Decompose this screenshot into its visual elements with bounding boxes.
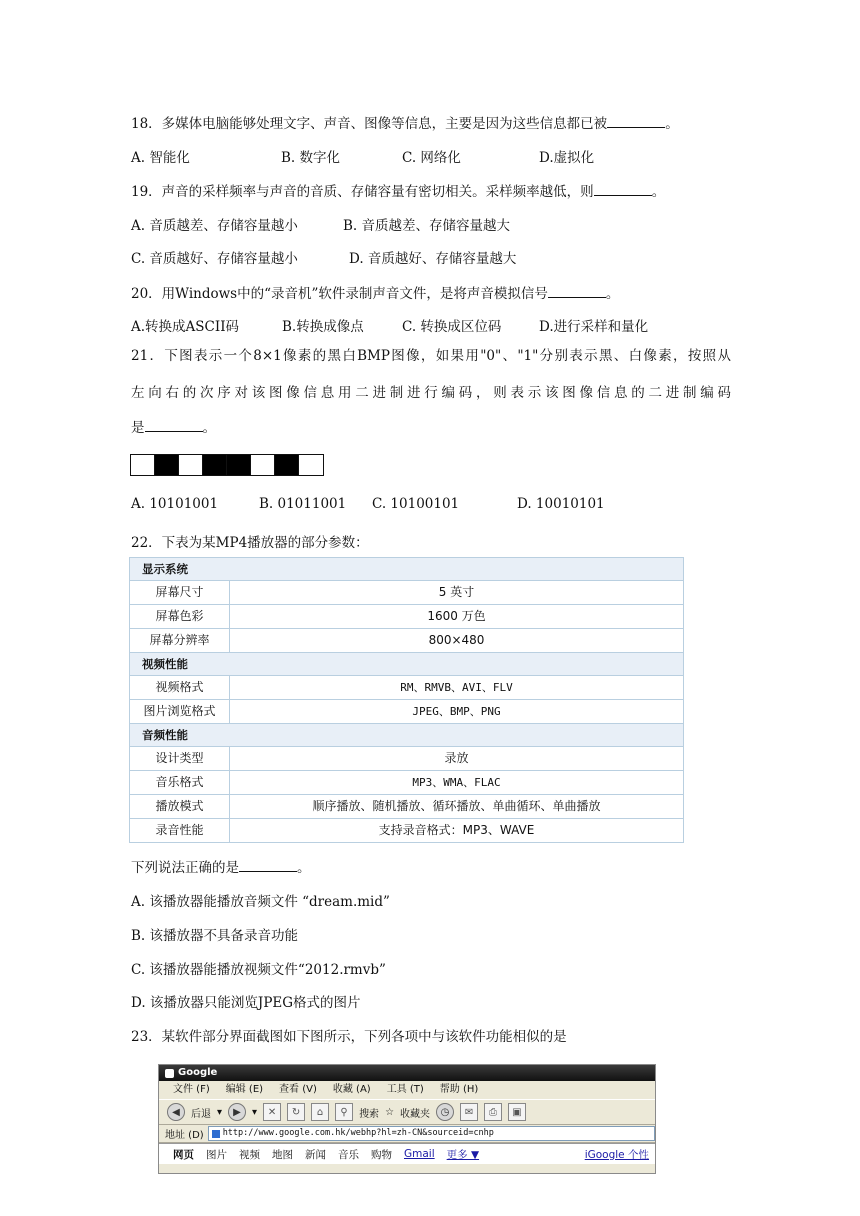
q21-line2: 左向右的次序对该图像信息用二进制进行编码，则表示该图像信息的二进制编码	[131, 385, 731, 401]
spec-key: 录音性能	[130, 819, 230, 842]
nav-link-shopping[interactable]: 购物	[371, 1148, 392, 1161]
spec-row	[130, 819, 683, 842]
spec-row	[130, 629, 683, 653]
spec-value: 1600 万色	[427, 609, 486, 623]
spec-row	[130, 747, 683, 771]
forward-arrow-icon[interactable]: ▶	[228, 1103, 246, 1121]
nav-link-news[interactable]: 新闻	[305, 1148, 326, 1161]
chevron-down-icon[interactable]: ▾	[217, 1106, 223, 1118]
q20-option-d: D.进行采样和量化	[539, 319, 649, 335]
nav-link-maps[interactable]: 地图	[272, 1148, 293, 1161]
q22-stem: 22．下表为某MP4播放器的部分参数：	[131, 535, 369, 551]
spec-value: 录放	[444, 751, 469, 765]
bmp-pixel	[203, 455, 227, 475]
bmp-pixel	[275, 455, 299, 475]
address-input[interactable]	[208, 1126, 655, 1141]
nav-link-more[interactable]: 更多 ▼	[446, 1148, 480, 1161]
q18-option-b: B. 数字化	[281, 150, 341, 166]
chevron-down-icon[interactable]: ▾	[252, 1106, 258, 1118]
browser-menubar	[159, 1081, 655, 1099]
q19-option-a: A. 音质越差、存储容量越小	[131, 218, 298, 234]
refresh-icon[interactable]: ↻	[287, 1103, 305, 1121]
browser-addressbar	[159, 1125, 655, 1143]
answer-blank	[594, 181, 652, 196]
spec-value: JPEG、BMP、PNG	[412, 705, 501, 718]
spec-section-video: 视频性能	[130, 653, 683, 676]
q21-option-a: A. 10101001	[131, 496, 219, 512]
history-icon[interactable]: ◷	[436, 1103, 454, 1121]
spec-key: 屏幕分辨率	[130, 629, 230, 652]
edit-icon[interactable]: ▣	[508, 1103, 526, 1121]
menu-tools[interactable]: 工具 (T)	[386, 1084, 424, 1095]
spec-row	[130, 771, 683, 795]
answer-blank	[239, 857, 297, 872]
q19-stem: 19．声音的采样频率与声音的音质、存储容量有密切相关。采样频率越低，则 。	[131, 180, 665, 200]
nav-link-music[interactable]: 音乐	[338, 1148, 359, 1161]
spec-key: 屏幕色彩	[130, 605, 230, 628]
browser-title: Google	[178, 1067, 218, 1078]
q20-option-a: A.转换成ASCII码	[131, 319, 240, 335]
spec-value: MP3、WMA、FLAC	[412, 776, 501, 789]
bmp-pixel	[227, 455, 251, 475]
spec-row	[130, 676, 683, 700]
bmp-pixel	[155, 455, 179, 475]
q23-stem: 23．某软件部分界面截图如下图所示，下列各项中与该软件功能相似的是	[131, 1029, 567, 1045]
answer-blank	[607, 113, 665, 128]
q20-option-b: B.转换成像点	[282, 319, 364, 335]
mail-icon[interactable]: ✉	[460, 1103, 478, 1121]
spec-key: 图片浏览格式	[130, 700, 230, 723]
q21-line3: 是 。	[131, 416, 216, 436]
browser-toolbar	[159, 1099, 655, 1125]
nav-link-video[interactable]: 视频	[239, 1148, 260, 1161]
q22-option-a: A. 该播放器能播放音频文件 “dream.mid”	[131, 894, 390, 910]
print-icon[interactable]: ⎙	[484, 1103, 502, 1121]
q20-stem: 20．用Windows中的“录音机”软件录制声音文件，是将声音模拟信号 。	[131, 282, 619, 302]
bmp-pixel	[251, 455, 275, 475]
google-icon	[165, 1069, 174, 1078]
menu-help[interactable]: 帮助 (H)	[439, 1084, 479, 1095]
spec-key: 屏幕尺寸	[130, 581, 230, 604]
q22-option-d: D. 该播放器只能浏览JPEG格式的图片	[131, 995, 361, 1011]
menu-favorites[interactable]: 收藏 (A)	[332, 1084, 371, 1095]
menu-view[interactable]: 查看 (V)	[279, 1084, 317, 1095]
menu-file[interactable]: 文件 (F)	[173, 1084, 210, 1095]
q19-option-d: D. 音质越好、存储容量越大	[349, 251, 517, 267]
nav-link-igoogle[interactable]: iGoogle 个性	[584, 1148, 649, 1161]
bmp-pixel-strip	[130, 454, 324, 476]
q18-option-a: A. 智能化	[131, 150, 190, 166]
browser-titlebar	[159, 1065, 655, 1081]
nav-link-images[interactable]: 图片	[206, 1148, 227, 1161]
spec-section-display: 显示系统	[130, 558, 683, 581]
bmp-pixel	[179, 455, 203, 475]
spec-value: 顺序播放、随机播放、循环播放、单曲循环、单曲播放	[312, 799, 601, 813]
spec-key: 视频格式	[130, 676, 230, 699]
q20-option-c: C. 转换成区位码	[402, 319, 502, 335]
bmp-pixel	[131, 455, 155, 475]
google-nav-links	[159, 1143, 655, 1164]
spec-row	[130, 795, 683, 819]
q21-option-c: C. 10100101	[372, 496, 460, 512]
browser-screenshot	[158, 1064, 656, 1174]
mp4-spec-table	[129, 557, 684, 843]
q21-option-b: B. 01011001	[259, 496, 347, 512]
back-button-label[interactable]: 后退	[191, 1108, 211, 1120]
home-icon[interactable]: ⌂	[311, 1103, 329, 1121]
spec-value: RM、RMVB、AVI、FLV	[400, 681, 513, 694]
bmp-pixel	[299, 455, 323, 475]
q22-option-c: C. 该播放器能播放视频文件“2012.rmvb”	[131, 962, 386, 978]
menu-edit[interactable]: 编辑 (E)	[225, 1084, 264, 1095]
stop-icon[interactable]: ✕	[263, 1103, 281, 1121]
spec-section-audio: 音频性能	[130, 724, 683, 747]
q22-prompt: 下列说法正确的是 。	[131, 856, 311, 876]
nav-link-gmail[interactable]: Gmail	[404, 1148, 435, 1160]
spec-key: 播放模式	[130, 795, 230, 818]
spec-key: 音乐格式	[130, 771, 230, 794]
spec-value: 支持录音格式：MP3、WAVE	[378, 823, 535, 837]
answer-blank	[548, 283, 606, 298]
address-url: http://www.google.com.hk/webhp?hl=zh-CN&sourceid=cnhp	[222, 1128, 494, 1138]
back-arrow-icon[interactable]: ◀	[167, 1103, 185, 1121]
favorites-button-label[interactable]: 收藏夹	[400, 1108, 431, 1120]
spec-row	[130, 605, 683, 629]
spec-row	[130, 581, 683, 605]
page-favicon-icon	[212, 1130, 220, 1138]
search-button-label[interactable]: 搜索	[359, 1108, 380, 1120]
q18-option-d: D.虚拟化	[539, 150, 595, 166]
address-label: 地址 (D)	[165, 1130, 204, 1141]
nav-link-web[interactable]: 网页	[173, 1148, 194, 1161]
q21-option-d: D. 10010101	[517, 496, 605, 512]
spec-value: 5 英寸	[438, 585, 475, 599]
q19-option-c: C. 音质越好、存储容量越小	[131, 251, 298, 267]
q19-option-b: B. 音质越差、存储容量越大	[343, 218, 511, 234]
answer-blank	[145, 417, 203, 432]
q22-option-b: B. 该播放器不具备录音功能	[131, 928, 299, 944]
search-icon[interactable]: ⚲	[335, 1103, 353, 1121]
q18-option-c: C. 网络化	[402, 150, 461, 166]
spec-row	[130, 700, 683, 724]
spec-value: 800×480	[428, 633, 485, 647]
q21-line1: 21．下图表示一个8×1像素的黑白BMP图像，如果用"0"、"1"分别表示黑、白像素，按照从	[131, 348, 731, 364]
spec-key: 设计类型	[130, 747, 230, 770]
q18-stem: 18．多媒体电脑能够处理文字、声音、图像等信息，主要是因为这些信息都已被 。	[131, 112, 679, 132]
star-icon[interactable]: ☆	[385, 1106, 395, 1118]
